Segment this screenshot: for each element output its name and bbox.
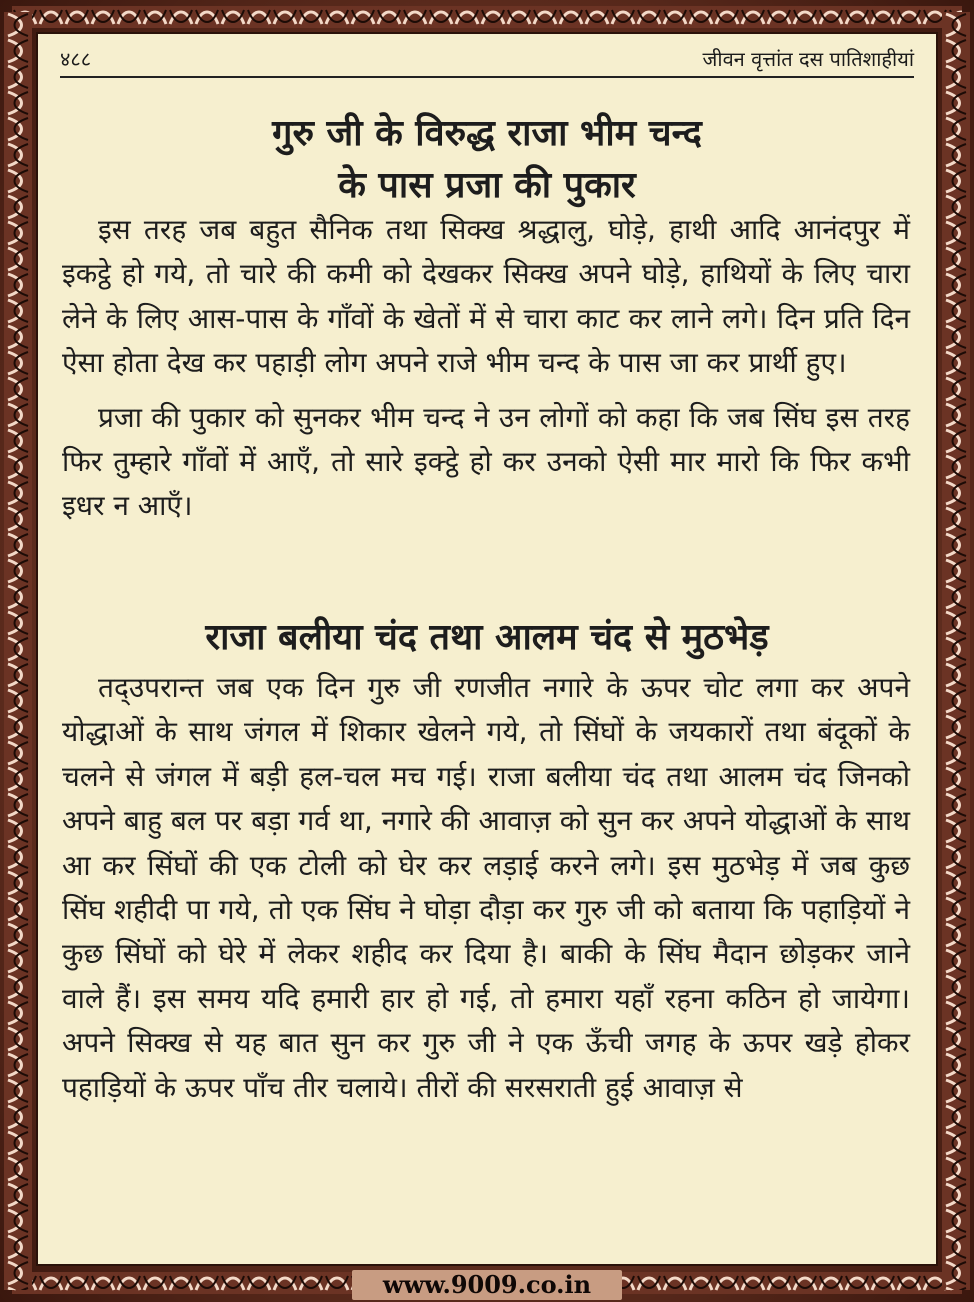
- section2-heading: राजा बलीया चंद तथा आलम चंद से मुठभेड़: [205, 617, 769, 658]
- rope-border-left: [4, 12, 32, 1290]
- book-title: जीवन वृत्तांत दस पातिशाहीयां: [702, 47, 914, 71]
- section1-paragraph-2: प्रजा की पुकार को सुनकर भीम चन्द ने उन लोगों को कहा कि जब सिंघ इस तरह फिर तुम्हारे गाँवों में आएँ, तो सारे इक्ट्ठे हो कर उनको ऐसी मार मारो कि फिर कभी इधर न आएँ।: [62, 400, 910, 523]
- section2-body: [62, 666, 910, 1110]
- section1-paragraph-1: इस तरह जब बहुत सैनिक तथा सिक्ख श्रद्धालु, घोड़े, हाथी आदि आनंदपुर में इकट्ठे हो गये, तो चारे की कमी को देखकर सिक्ख अपने घोड़े, हाथियों के लिए चारा लेने के लिए आस-पास के गाँवों के खेतों में से चारा काट कर लाने लगे। दिन प्रति दिन ऐसा होता देख कर पहाड़ी लोग अपने राजे भीम चन्द के पास जा कर प्रार्थी हुए।: [62, 213, 910, 380]
- book-page: [36, 32, 938, 1266]
- page-number: ४८८: [60, 47, 92, 71]
- section1-body: [62, 208, 910, 529]
- section2-paragraph-1: तद्उपरान्त जब एक दिन गुरु जी रणजीत नगारे के ऊपर चोट लगा कर अपने योद्धाओं के साथ जंगल में शिकार खेलने गये, तो सिंघों के जयकारों तथा बंदूकों के चलने से जंगल में बड़ी हल-चल मच गई। राजा बलीया चंद तथा आलम चंद जिनको अपने बाहु बल पर बड़ा गर्व था, नगारे की आवाज़ को सुन कर अपने योद्धाओं के साथ आ कर सिंघों की एक टोली को घेर कर लड़ाई करने लगे। इस मुठभेड़ में जब कुछ सिंघ शहीदी पा गये, तो एक सिंघ ने घोड़ा दौड़ा कर गुरु जी को बताया कि पहाड़ियों ने कुछ सिंघों को घेरे में लेकर शहीद कर दिया है। बाकी के सिंघ मैदान छोड़कर जाने वाले हैं। इस समय यदि हमारी हार हो गई, तो हमारा यहाँ रहना कठिन हो जायेगा। अपने सिक्ख से यह बात सुन कर गुरु जी ने एक ऊँची जगह के ऊपर खड़े होकर पहाड़ियों के ऊपर पाँच तीर चलाये। तीरों की सरसराती हुई आवाज़ से: [62, 671, 910, 1104]
- website-url: www.9009.co.in: [382, 1270, 592, 1299]
- page-header: [60, 44, 914, 78]
- rope-border-top: [12, 6, 962, 28]
- rope-border-right: [942, 12, 970, 1290]
- section1-heading-line2: के पास प्रजा की पुकार: [338, 165, 636, 206]
- section1-heading-line1: गुरु जी के विरुद्ध राजा भीम चन्द: [272, 113, 702, 154]
